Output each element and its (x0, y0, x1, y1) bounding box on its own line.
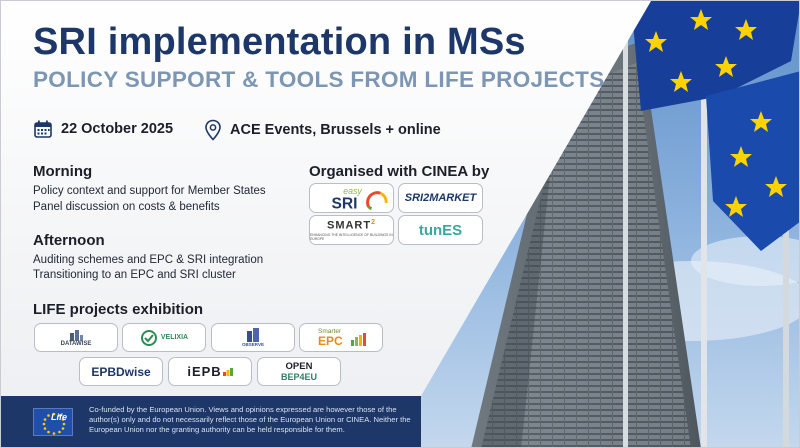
afternoon-item: Auditing schemes and EPC & SRI integration (33, 254, 264, 266)
morning-item: Panel discussion on costs & benefits (33, 201, 220, 213)
calendar-icon (33, 119, 53, 139)
sri2market-logo-text: SRI2MARKET (404, 192, 477, 204)
tunes-logo-text: tunES (418, 221, 463, 239)
smarter-epc-logo-main: EPC (318, 334, 343, 348)
smart2-logo (309, 215, 394, 245)
easy-sri-logo-main: SRI (331, 195, 358, 213)
event-date-text: 22 October 2025 (61, 121, 174, 137)
observe-logo (211, 323, 295, 352)
afternoon-item: Transitioning to an EPC and SRI cluster (33, 269, 236, 281)
afternoon-heading: Afternoon (33, 232, 105, 249)
iepb-logo (168, 357, 252, 386)
page-subtitle: POLICY SUPPORT & TOOLS FROM LIFE PROJECTS (33, 67, 605, 92)
observe-logo-text: OBSERVE (242, 342, 264, 347)
open-bep4eu-logo (257, 357, 341, 386)
iepb-logo-text: iEPB (187, 364, 222, 379)
velixia-logo (122, 323, 206, 352)
easy-sri-logo-easy: easy (343, 186, 362, 197)
open-bep4eu-logo-top: OPEN (285, 360, 313, 372)
morning-heading: Morning (33, 163, 93, 180)
open-bep4eu-logo-main: BEP4EU (280, 371, 317, 382)
datawise-logo-text: DATAWISE (60, 340, 92, 347)
map-pin-icon (204, 119, 222, 141)
epbdwise-logo (79, 357, 163, 386)
smart2-logo-text: SMART (326, 219, 372, 232)
smarter-epc-logo (299, 323, 383, 352)
event-location (204, 119, 441, 141)
smart2-logo-sup: 2 (371, 219, 376, 227)
easy-sri-logo (309, 183, 394, 213)
smart2-logo-sub: ENHANCING THE INTELLIGENCE OF BUILDINGS IN EUROPE (310, 232, 393, 241)
event-date (33, 119, 173, 139)
sri2market-logo (398, 183, 483, 213)
life-logo: Life (51, 412, 68, 422)
funding-disclaimer: Co-funded by the European Union. Views and opinions expressed are however those of the author(s) only and do not necessarily reflect those of the European Union or CINEA. Neither the European Union nor the granting authority can be held responsible for them. (89, 405, 411, 434)
page-title: SRI implementation in MSs (33, 21, 526, 63)
tunes-logo (398, 215, 483, 245)
organisers-heading: Organised with CINEA by (309, 163, 490, 180)
morning-item: Policy context and support for Member States (33, 185, 266, 197)
velixia-logo-text: VELIXIA (160, 334, 189, 341)
epbdwise-logo-text: EPBDwise (91, 364, 151, 379)
smarter-epc-logo-top: Smarter (318, 328, 342, 335)
datawise-logo (34, 323, 118, 352)
footer-bar (1, 396, 421, 448)
event-location-text: ACE Events, Brussels + online (230, 122, 441, 138)
exhibition-heading: LIFE projects exhibition (33, 301, 204, 318)
